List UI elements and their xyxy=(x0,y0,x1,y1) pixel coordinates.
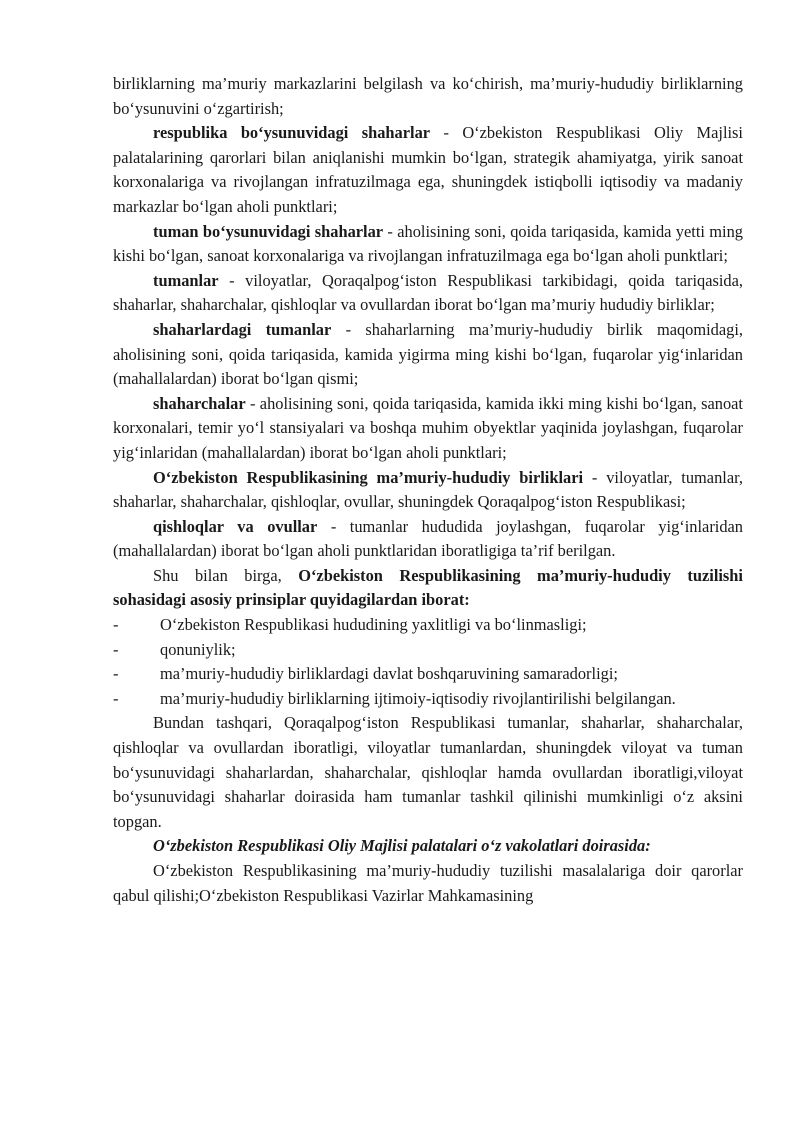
list-item-text: ma’muriy-hududiy birliklarning ijtimoiy-iqtisodiy rivojlantirilishi belgilangan. xyxy=(160,688,676,708)
list-item-text: qonuniylik; xyxy=(160,639,236,659)
definition-tuman-shaharlar xyxy=(113,220,743,269)
definition-shaharchalar xyxy=(113,392,743,466)
list-item xyxy=(113,638,743,663)
dash-marker: - xyxy=(113,639,119,659)
list-item-text: O‘zbekiston Respublikasi hududining yaxlitligi va bo‘linmasligi; xyxy=(160,615,587,635)
definition-text: - tumanlar hududida joylashgan, fuqarolar yig‘inlaridan (mahallalardan) iborat bo‘lgan aholi punktlaridan iboratligiga ta’rif berilgan. xyxy=(113,516,743,561)
document-page xyxy=(113,72,743,908)
defined-term: shaharchalar xyxy=(153,393,246,413)
list-item xyxy=(113,662,743,687)
list-item xyxy=(113,687,743,712)
definition-text: - O‘zbekiston Respublikasi Oliy Majlisi palatalarining qarorlari bilan aniqlanishi mumkin bo‘lgan, strategik ahamiyatga, yirik sanoat korxonalariga va rivojlangan infratuzilmaga ega, shuningdek istiqbolli iqtisodiy va madaniy markazlar bo‘lgan aholi punktlari; xyxy=(113,123,743,216)
definition-shaharlardagi-tumanlar xyxy=(113,318,743,392)
definition-qishloqlar-ovullar xyxy=(113,515,743,564)
principles-intro: Shu bilan birga, O‘zbekiston Respublikasining ma’muriy-hududiy tuzilishi sohasidagi asosiy prinsiplar quyidagilardan iborat: xyxy=(113,565,743,610)
principles-heading: O‘zbekiston Respublikasining ma’muriy-hududiy tuzilishi sohasidagi asosiy prinsiplar quyidagilardan iborat: xyxy=(113,565,743,610)
definition-respublika-shaharlar xyxy=(113,121,743,219)
list-item-text: ma’muriy-hududiy birliklardagi davlat boshqaruvining samaradorligi; xyxy=(160,664,618,684)
paragraph-structure: Bundan tashqari, Qoraqalpog‘iston Respublikasi tumanlar, shaharlar, shaharchalar, qishloqlar va ovullardan iboratligi, viloyatlar tumanlardan, shuningdek viloyat va tuman bo‘ysunuvidagi shaharlardan, shaharchalar, qishloqlar hamda ovullardan iboratligi,viloyat bo‘ysunuvidagi shaharlar doirasida ham tumanlar tashkil qilinishi mumkinligi o‘z aksini topgan. xyxy=(113,713,743,831)
definition-text: - shaharlarning ma’muriy-hududiy birlik maqomidagi, aholisining soni, qoida tariqasida, kamida yigirma ming kishi bo‘lgan, fuqarolar yig‘inlaridan (mahallalardan) iborat bo‘lgan qismi; xyxy=(113,319,743,389)
dash-marker: - xyxy=(113,688,119,708)
definition-tumanlar xyxy=(113,269,743,318)
list-item xyxy=(113,613,743,638)
dash-marker: - xyxy=(113,615,119,635)
defined-term: qishloqlar va ovullar xyxy=(153,516,318,536)
definition-text: - aholisining soni, qoida tariqasida, kamida ikki ming kishi bo‘lgan, sanoat korxonalari, temir yo‘l stansiyalari va boshqa muhim obyektlar yaqinida joylashgan, fuqarolar yig‘inlaridan (mahallalardan) iborat bo‘lgan aholi punktlari; xyxy=(113,393,743,462)
defined-term: respublika bo‘ysunuvidagi shaharlar xyxy=(153,123,431,143)
defined-term: tuman bo‘ysunuvidagi shaharlar xyxy=(153,221,384,241)
paragraph-powers: O‘zbekiston Respublikasining ma’muriy-hududiy tuzilishi masalalariga doir qarorlar qabul qilishi;O‘zbekiston Respublikasi Vazirlar Mahkamasining xyxy=(113,861,743,905)
definition-text: - viloyatlar, tumanlar, shaharlar, shaharchalar, qishloqlar, ovullar, shuningdek Qoraqalpog‘iston Respublikasi; xyxy=(113,467,743,512)
defined-term: tumanlar xyxy=(153,270,219,290)
defined-term: shaharlardagi tumanlar xyxy=(153,319,332,339)
defined-term: O‘zbekiston Respublikasining ma’muriy-hududiy birliklari xyxy=(153,467,584,487)
definition-text: - aholisining soni, qoida tariqasida, kamida yetti ming kishi bo‘lgan, sanoat korxonalariga va rivojlangan infratuzilmaga ega bo‘lgan aholi punktlari; xyxy=(113,221,743,266)
definition-text: - viloyatlar, Qoraqalpog‘iston Respublikasi tarkibidagi, qoida tariqasida, shaharlar, shaharchalar, qishloqlar va ovullardan iborat bo‘lgan ma’muriy hududiy birliklar; xyxy=(113,270,743,315)
paragraph-continuation: birliklarning ma’muriy markazlarini belgilash va ko‘chirish, ma’muriy-hududiy birliklarning bo‘ysunuvini o‘zgartirish; xyxy=(113,74,743,118)
section-heading: O‘zbekiston Respublikasi Oliy Majlisi palatalari o‘z vakolatlari doirasida: xyxy=(153,836,651,856)
definition-mamuriy-hududiy-birliklar xyxy=(113,466,743,515)
dash-marker: - xyxy=(113,664,119,684)
